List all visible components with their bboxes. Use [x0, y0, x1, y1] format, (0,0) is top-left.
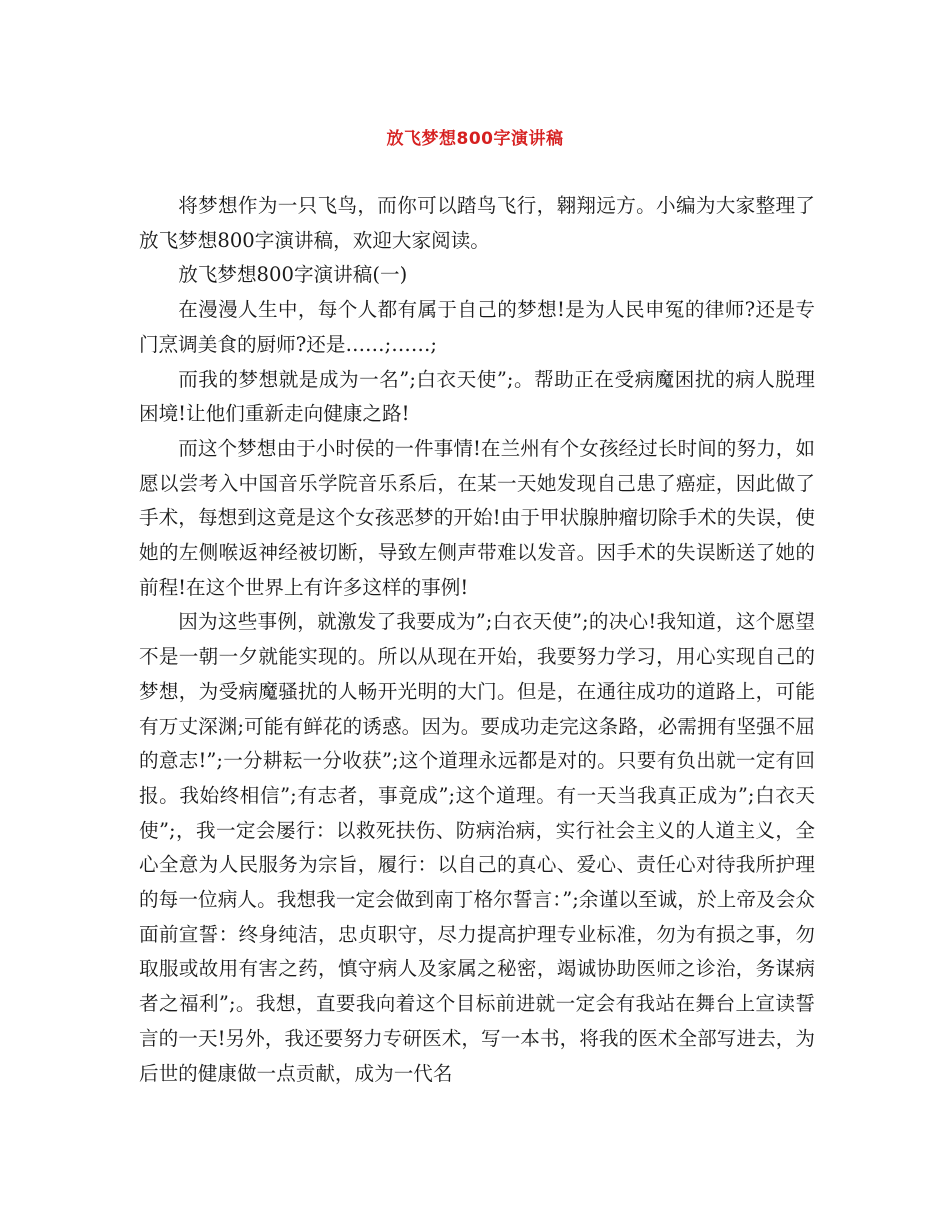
paragraph: 在漫漫人生中，每个人都有属于自己的梦想!是为人民申冤的律师?还是专门烹调美食的厨师?还是……;……;: [139, 298, 815, 356]
document-title: 放飞梦想800字演讲稿: [386, 129, 564, 149]
paragraph: 因为这些事例，就激发了我要成为”;白衣天使”;的决心!我知道，这个愿望不是一朝一夕就能实现的。所以从现在开始，我要努力学习，用心实现自己的梦想，为受病魔骚扰的人畅开光明的大门。但是，在通往成功的道路上，可能有万丈深渊;可能有鲜花的诱惑。因为。要成功走完这条路，必需拥有坚强不屈的意志!”;一分耕耘一分收获”;这个道理永远都是对的。只要有负出就一定有回报。我始终相信”;有志者，事竟成”;这个道理。有一天当我真正成为”;白衣天使”;，我一定会屡行：以救死扶伤、防病治病，实行社会主义的人道主义，全心全意为人民服务为宗旨，履行：以自己的真心、爱心、责任心对待我所护理的每一位病人。我想我一定会做到南丁格尔誓言：”;余谨以至诚，於上帝及会众面前宣誓：终身纯洁，忠贞职守，尽力提高护理专业标准，勿为有损之事，勿取服或故用有害之药，慎守病人及家属之秘密，竭诚协助医师之诊治，务谋病者之福利”;。我想，直要我向着这个目标前进就一定会有我站在舞台上宣读誓言的一天!另外，我还要努力专研医术，写一本书，将我的医术全部写进去，为后世的健康做一点贡献，成为一代名: [139, 610, 815, 1085]
document-body: [139, 189, 815, 1091]
section-heading: 放飞梦想800字演讲稿(一): [178, 263, 408, 287]
paragraph-intro: 将梦想作为一只飞鸟，而你可以踏鸟飞行，翱翔远方。小编为大家整理了放飞梦想800字演讲稿，欢迎大家阅读。: [139, 194, 815, 252]
paragraph: 而这个梦想由于小时侯的一件事情!在兰州有个女孩经过长时间的努力，如愿以尝考入中国音乐学院音乐系后，在某一天她发现自己患了癌症，因此做了手术，每想到这竟是这个女孩恶梦的开始!由于甲状腺肿瘤切除手术的失误，使她的左侧喉返神经被切断，导致左侧声带难以发音。因手术的失误断送了她的前程!在这个世界上有许多这样的事例!: [139, 436, 815, 599]
paragraph: 而我的梦想就是成为一名”;白衣天使”;。帮助正在受病魔困扰的病人脱理困境!让他们重新走向健康之路!: [139, 367, 815, 426]
